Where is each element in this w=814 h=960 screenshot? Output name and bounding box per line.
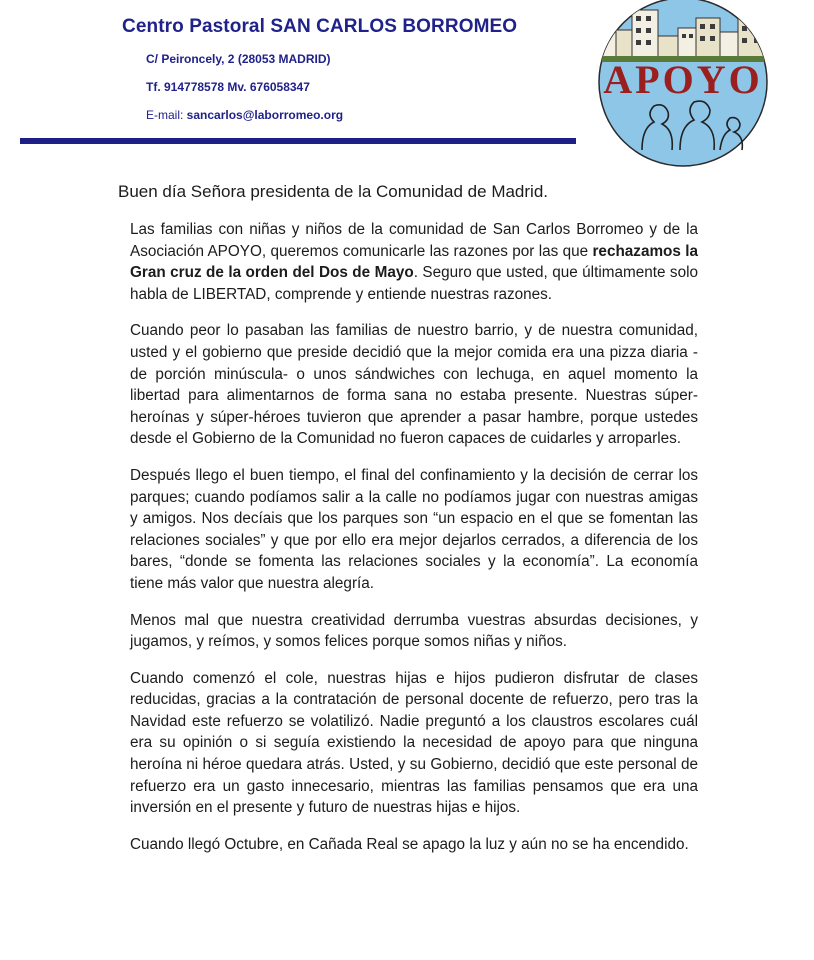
organization-name: Centro Pastoral SAN CARLOS BORROMEO: [122, 16, 518, 37]
email-label: E-mail:: [146, 108, 187, 122]
paragraph-1-intro: Las familias con niñas y niños de la comunidad de San Carlos Borromeo y de la Asociación APOYO, queremos comunicarle las razones por las que: [130, 221, 698, 260]
letter-paragraph-2: Cuando peor lo pasaban las familias de nuestro barrio, y de nuestra comunidad, usted y el gobierno que preside decidió que la mejor comida era una pizza diaria -de porción minúscula- o unos sándwiches con lechuga, en aquel momento la libertad para alimentarnos de forma sana no estaba presente. Nuestras súper-heroínas y súper-héroes tuvieron que aprender a pasar hambre, porque ustedes desde el Gobierno de la Comunidad no fueron capaces de cuidarles y arroparles.: [130, 322, 698, 448]
letter-paragraph-4: Menos mal que nuestra creatividad derrumba vuestras absurdas decisiones, y jugamos, y reímos, y somos felices porque somos niñas y niños.: [130, 611, 698, 651]
letter-paragraph-3: Después llego el buen tiempo, el final del confinamiento y la decisión de cerrar los parques; cuando podíamos salir a la calle no podíamos jugar con nuestras amigas y amigos. Nos decíais que los parques son “un espacio en el que se fomentan las relaciones sociales” y que por ello era mejor dejarlos cerrados, a diferencia de los bares, “donde se fomenta las relaciones sociales y la economía”. La economía tiene más valor que nuestra alegría.: [130, 466, 698, 592]
letter-paragraph-6: Cuando llegó Octubre, en Cañada Real se apago la luz y aún no se ha encendido.: [130, 835, 689, 853]
paragraph-1-end: . Seguro que usted, que últimamente solo habla de LIBERTAD, comprende y entiende nuestras razones.: [130, 264, 698, 303]
header-divider: [20, 138, 576, 144]
letter-greeting: Buen día Señora presidenta de la Comunidad de Madrid.: [118, 182, 549, 201]
letter-paragraph-1: [130, 219, 698, 305]
apoyo-logo: [576, 0, 790, 172]
contact-phone: Tf. 914778578 Mv. 676058347: [146, 80, 310, 94]
paragraph-1-bold: rechazamos la Gran cruz de la orden del Dos de Mayo: [130, 242, 699, 282]
logo-text: APOYO: [603, 57, 763, 102]
contact-email: [146, 108, 343, 122]
contact-address: C/ Peironcely, 2 (28053 MADRID): [146, 52, 331, 66]
letter-paragraph-5: Cuando comenzó el cole, nuestras hijas e hijos pudieron disfrutar de clases reducidas, gracias a la contratación de personal docente de refuerzo, pero tras la Navidad este refuerzo se volatilizó. Nadie preguntó a los claustros escolares cuál era su opinión o si seguía existiendo la necesidad de apoyo para que ninguna heroína ni héroe quedara atrás. Usted, y su Gobierno, decidió que este personal de refuerzo era un gasto innecesario, mientras las familias pensamos que era una inversión en el presente y futuro de nuestras hijas e hijos.: [130, 669, 698, 817]
email-address: sancarlos@laborromeo.org: [186, 108, 344, 122]
letter-body: [130, 219, 698, 870]
